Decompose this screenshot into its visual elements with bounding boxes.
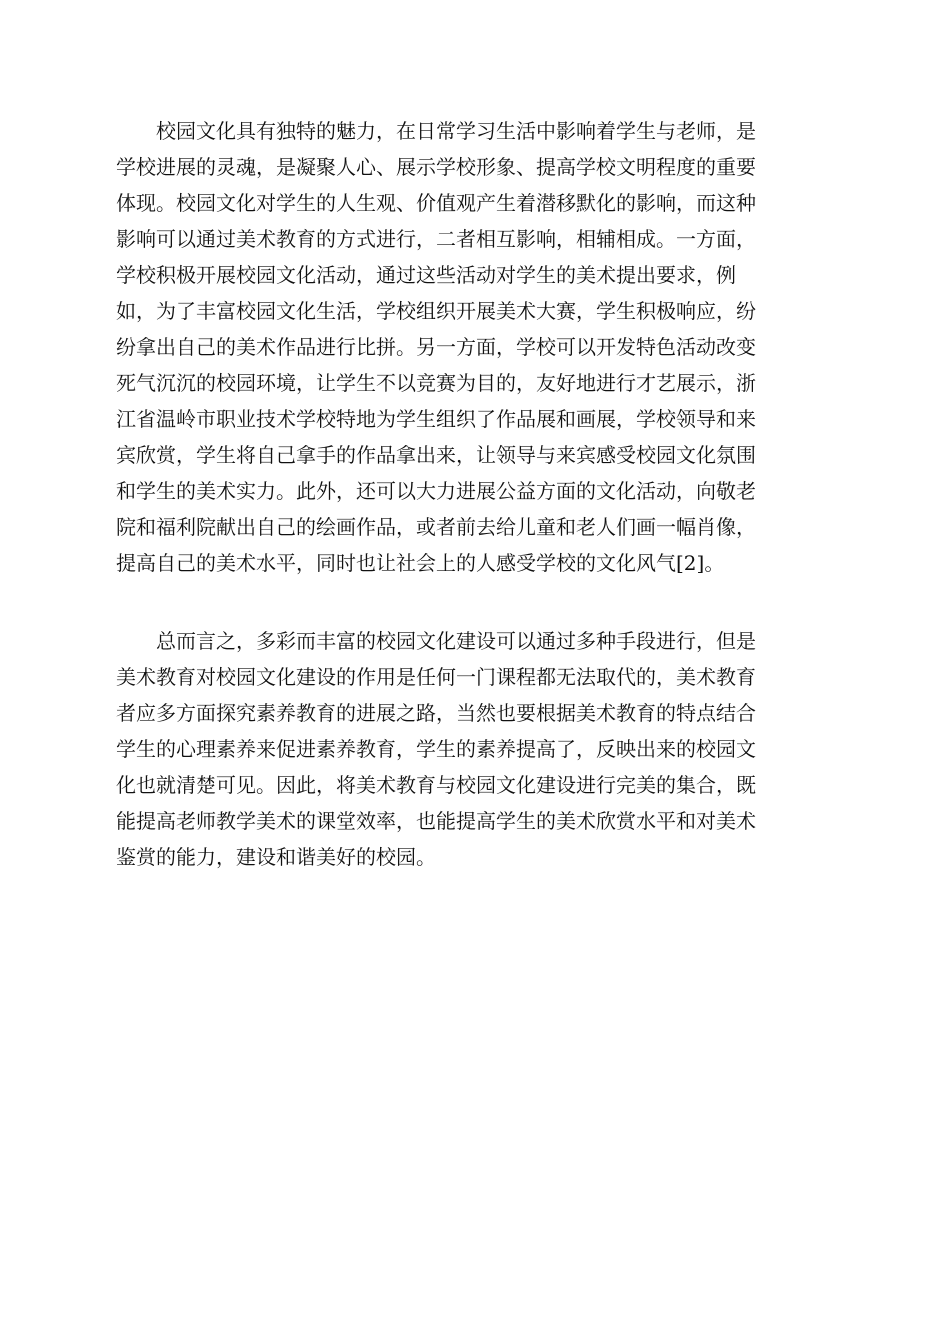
text-line: 学生的心理素养来促进素养教育，学生的素养提高了，反映出来的校园文	[116, 737, 756, 761]
text-line: 提高自己的美术水平，同时也让社会上的人感受学校的文化风气[2]。	[116, 551, 725, 575]
paragraph-2	[116, 623, 836, 875]
text-line: 江省温岭市职业技术学校特地为学生组织了作品展和画展，学校领导和来	[116, 407, 756, 431]
text-line: 者应多方面探究素养教育的进展之路，当然也要根据美术教育的特点结合	[116, 701, 756, 725]
text-line: 和学生的美术实力。此外，还可以大力进展公益方面的文化活动，向敬老	[116, 479, 756, 503]
text-line: 鉴赏的能力，建设和谐美好的校园。	[116, 845, 436, 869]
text-line: 院和福利院献出自己的绘画作品，或者前去给儿童和老人们画一幅肖像，	[116, 515, 756, 539]
paragraph-1	[116, 113, 836, 581]
text-line: 宾欣赏，学生将自己拿手的作品拿出来，让领导与来宾感受校园文化氛围	[116, 443, 756, 467]
text-line: 化也就清楚可见。因此，将美术教育与校园文化建设进行完美的集合，既	[116, 773, 756, 797]
text-line: 学校积极开展校园文化活动，通过这些活动对学生的美术提出要求，例	[116, 263, 736, 287]
text-line: 美术教育对校园文化建设的作用是任何一门课程都无法取代的，美术教育	[116, 665, 756, 689]
text-line: 总而言之，多彩而丰富的校园文化建设可以通过多种手段进行，但是	[116, 629, 756, 653]
text-line: 影响可以通过美术教育的方式进行，二者相互影响，相辅相成。一方面，	[116, 227, 756, 251]
text-line: 校园文化具有独特的魅力，在日常学习生活中影响着学生与老师，是	[116, 119, 756, 143]
text-line: 学校进展的灵魂，是凝聚人心、展示学校形象、提高学校文明程度的重要	[116, 155, 756, 179]
text-line: 纷拿出自己的美术作品进行比拼。另一方面，学校可以开发特色活动改变	[116, 335, 756, 359]
text-line: 能提高老师教学美术的课堂效率，也能提高学生的美术欣赏水平和对美术	[116, 809, 756, 833]
text-line: 如，为了丰富校园文化生活，学校组织开展美术大赛，学生积极响应，纷	[116, 299, 756, 323]
text-line: 死气沉沉的校园环境，让学生不以竞赛为目的，友好地进行才艺展示，浙	[116, 371, 756, 395]
text-line: 体现。校园文化对学生的人生观、价值观产生着潜移默化的影响，而这种	[116, 191, 756, 215]
